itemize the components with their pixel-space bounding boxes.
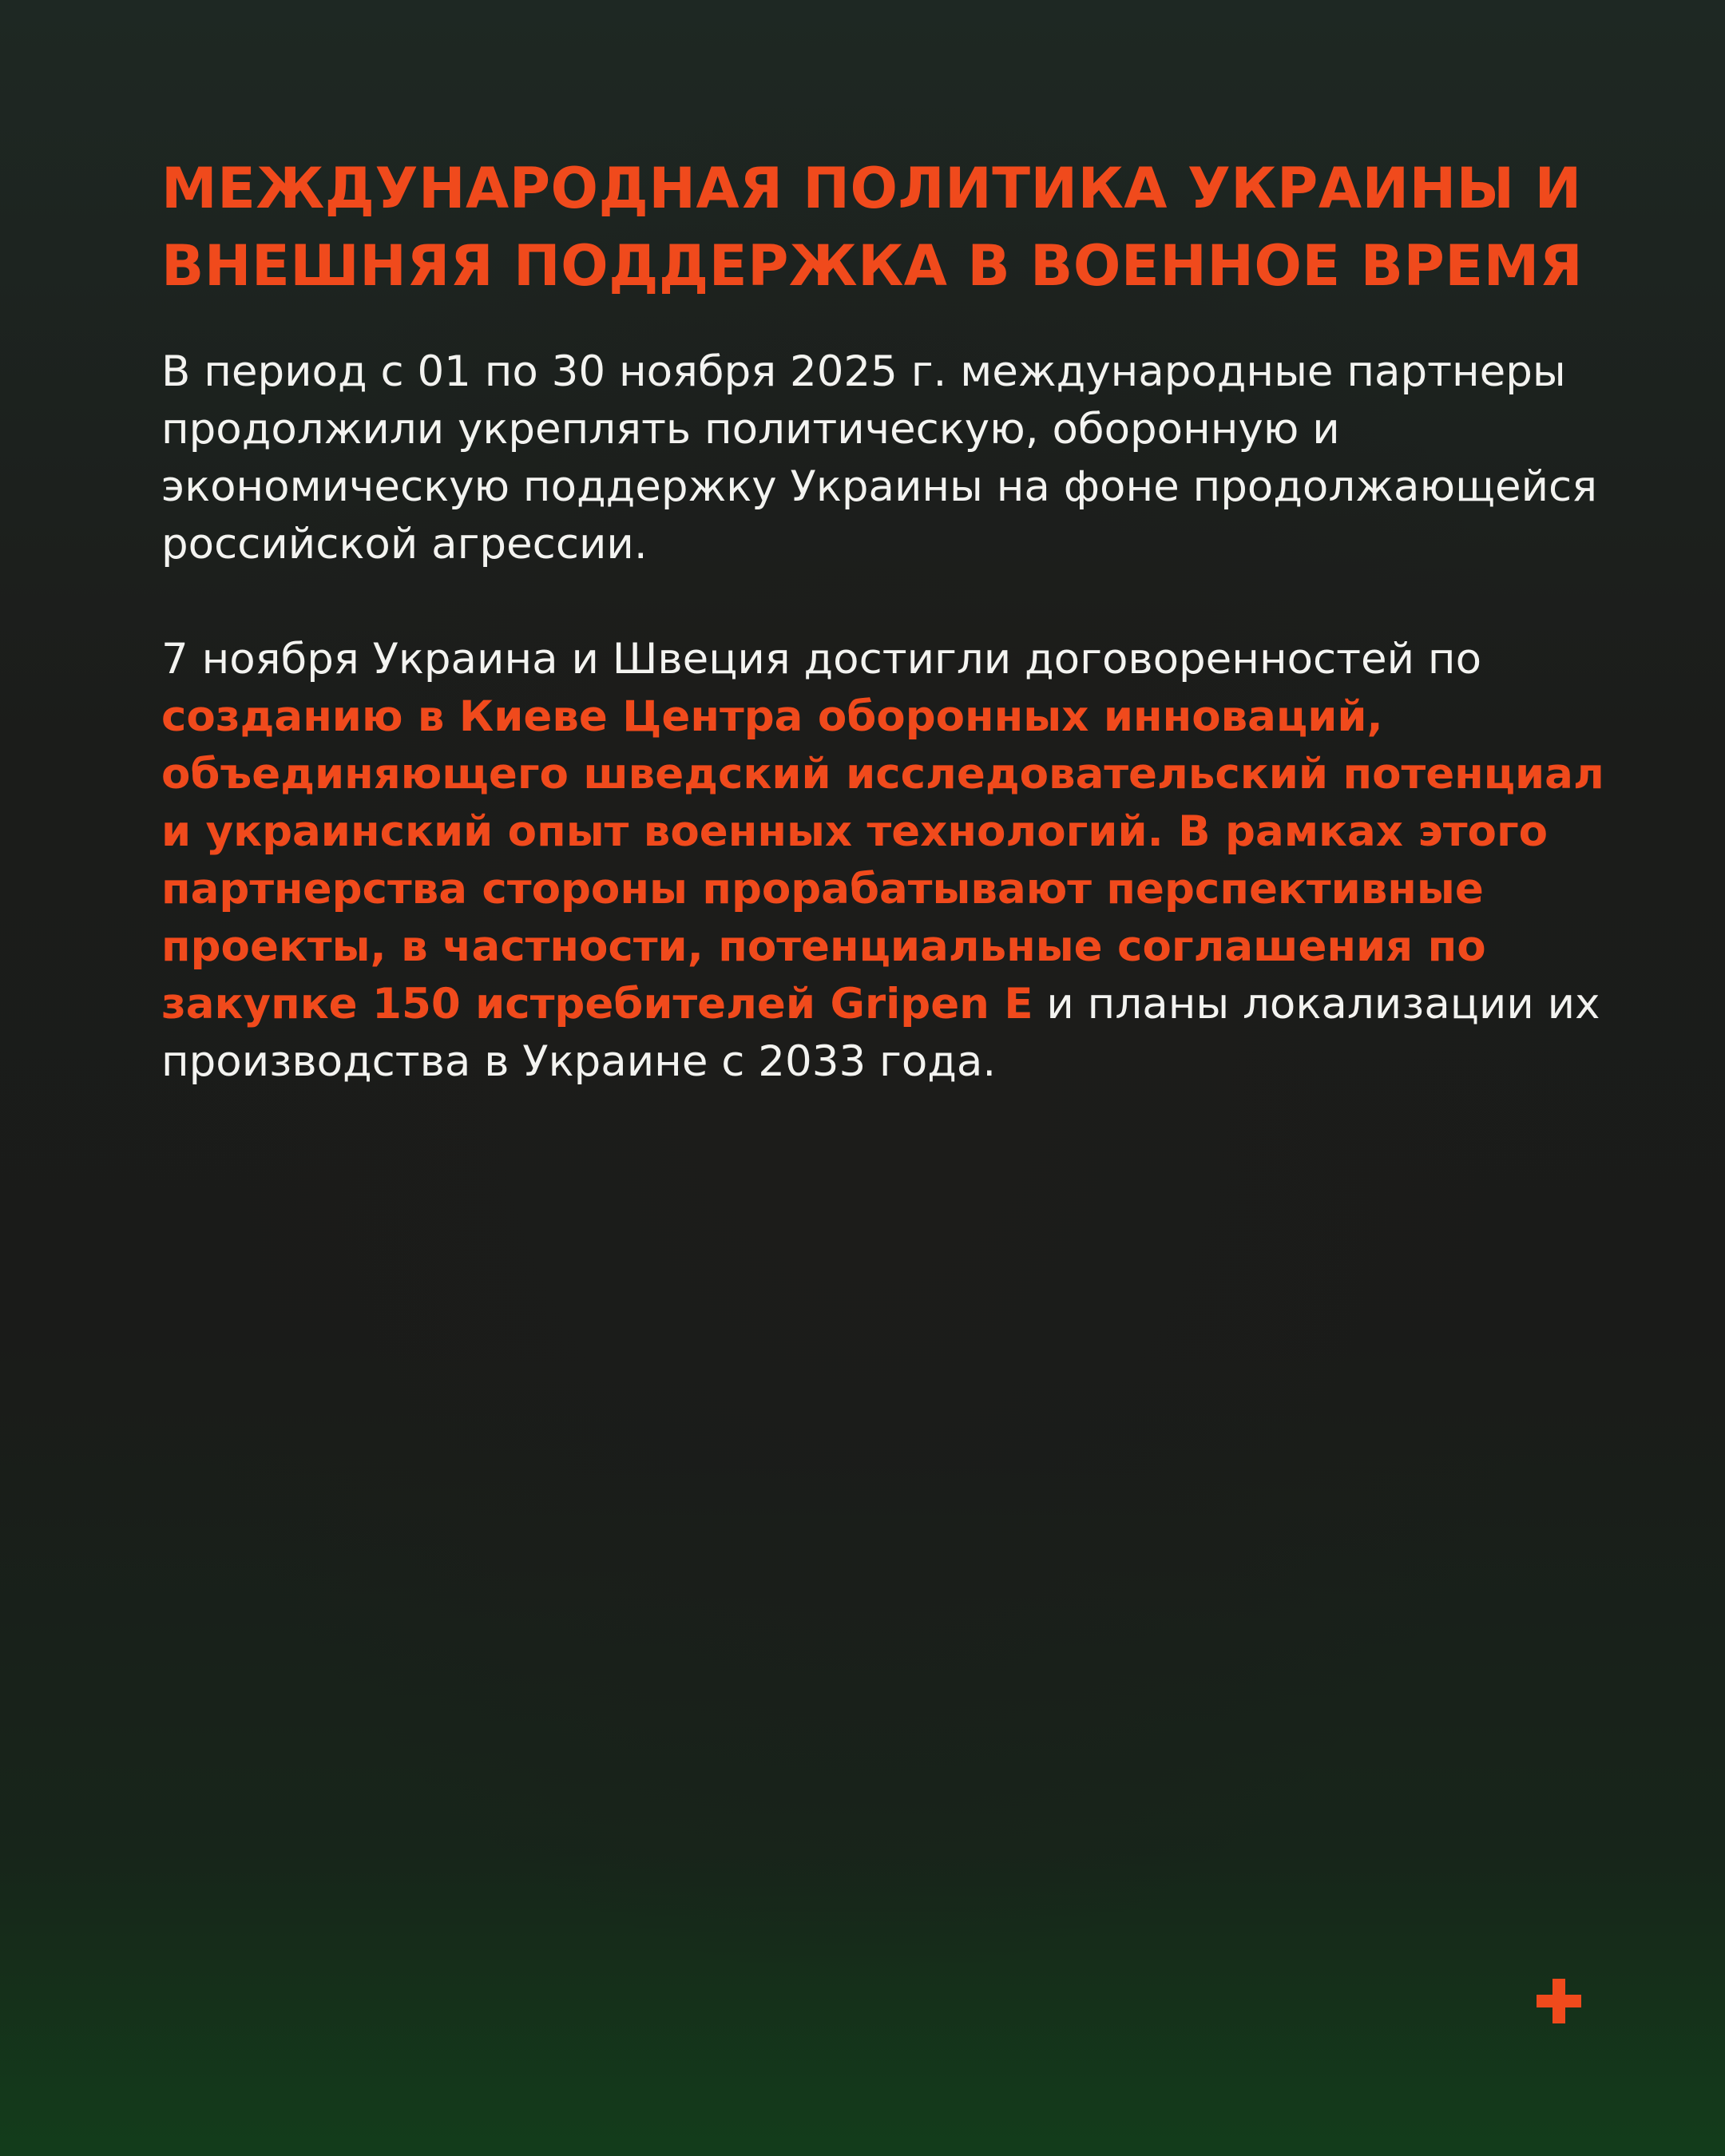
content-block bbox=[161, 150, 1647, 1091]
paragraph-lead-text: 7 ноября Украина и Швеция достигли договоренностей по bbox=[161, 635, 1482, 684]
sweden-agreement-paragraph bbox=[161, 631, 1647, 1091]
page-title: МЕЖДУНАРОДНАЯ ПОЛИТИКА УКРАИНЫ И ВНЕШНЯЯ ПОДДЕРЖКА В ВОЕННОЕ ВРЕМЯ bbox=[161, 156, 1584, 299]
highlighted-text: созданию в Киеве Центра оборонных инноваций, объединяющего шведский исследовательский потенциал и украинский опыт военных технологий. В рамках этого партнерства стороны прорабатывают перспективные проекты, в частности, потенциальные соглашения по закупке 150 истребителей Gripen E bbox=[161, 692, 1604, 1028]
plus-icon bbox=[1537, 1979, 1581, 2023]
intro-paragraph: В период с 01 по 30 ноября 2025 г. международные партнеры продолжили укреплять политическую, оборонную и экономическую поддержку Украины на фоне продолжающейся российской агрессии. bbox=[161, 347, 1598, 569]
paragraph-tail-text: и планы локализации их производства в Украине с 2033 года. bbox=[161, 980, 1600, 1086]
